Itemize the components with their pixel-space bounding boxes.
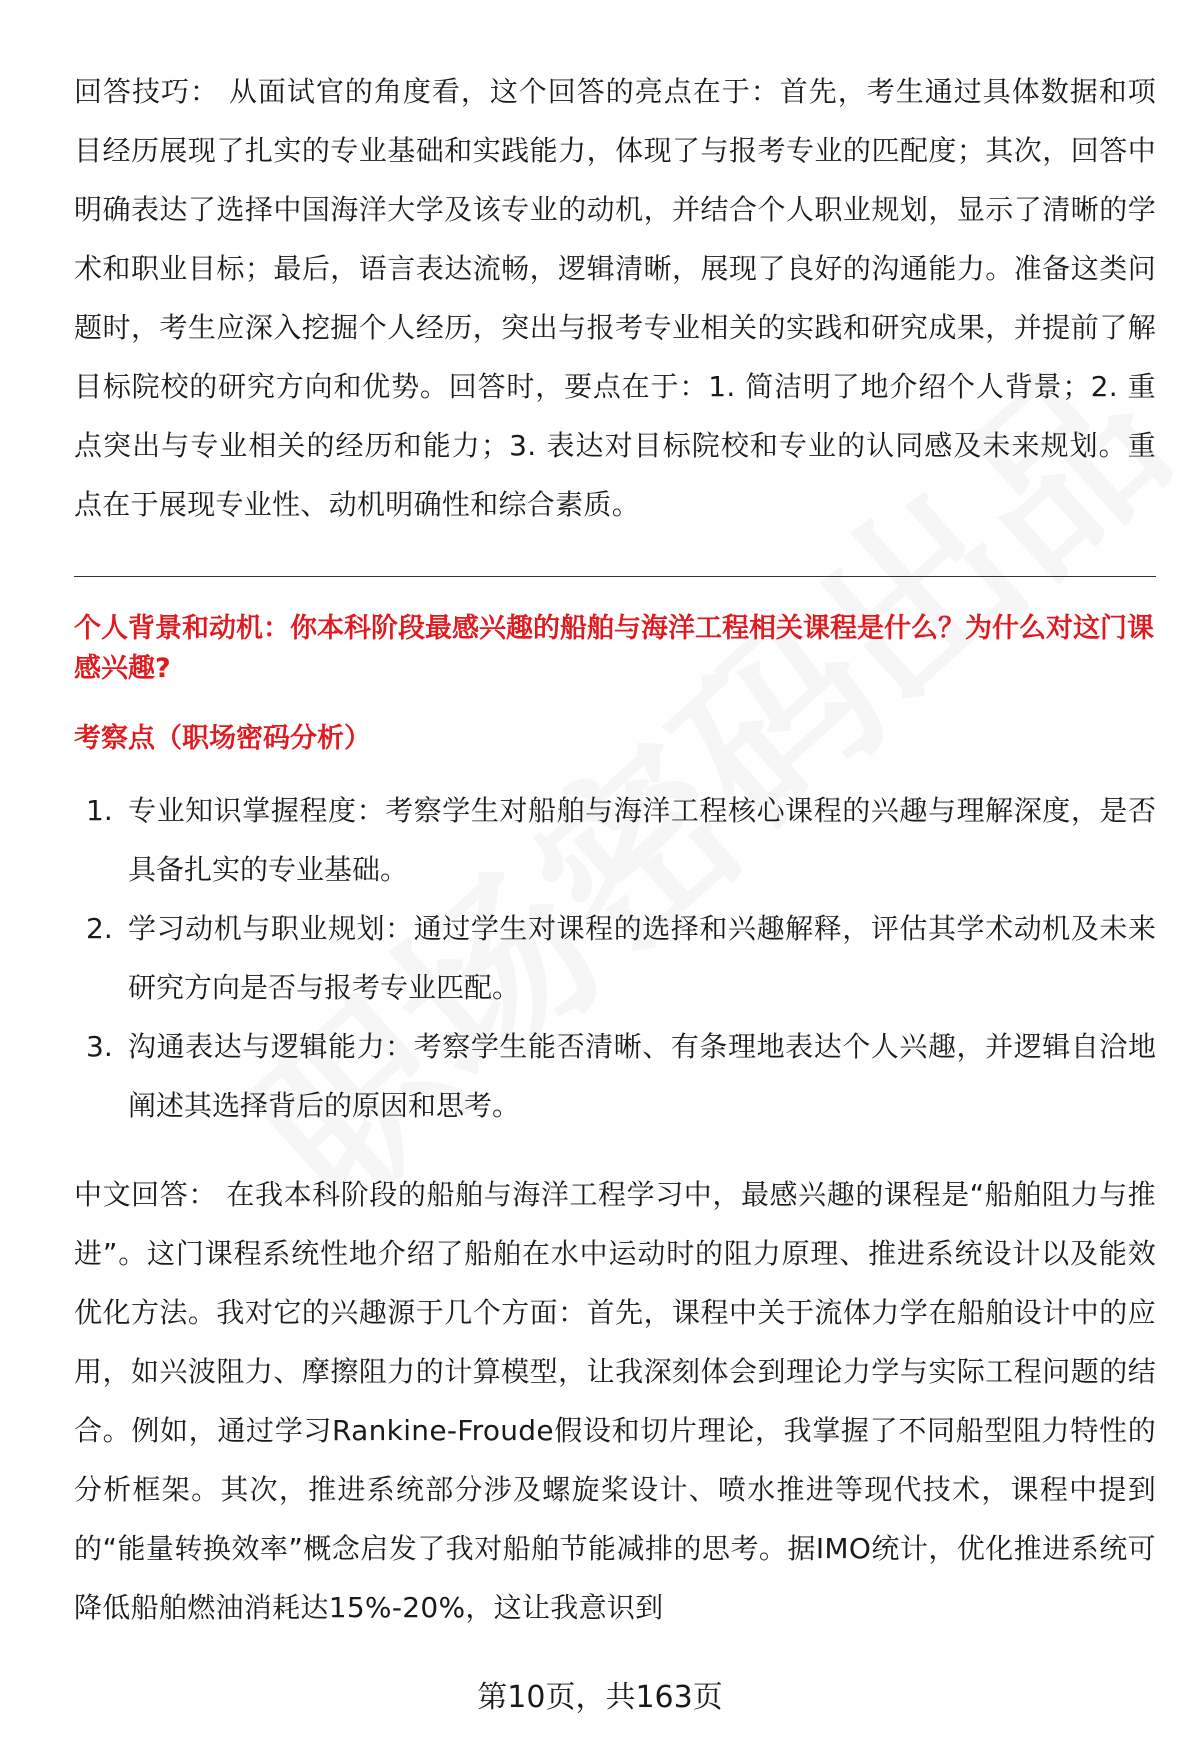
list-item-number: 1.	[86, 794, 113, 827]
list-item-text: 专业知识掌握程度：考察学生对船舶与海洋工程核心课程的兴趣与理解深度，是否具备扎实的专业基础。	[128, 794, 1156, 886]
chinese-answer-paragraph: 中文回答： 在我本科阶段的船舶与海洋工程学习中，最感兴趣的课程是“船舶阻力与推进”。这门课程系统性地介绍了船舶在水中运动时的阻力原理、推进系统设计以及能效优化方法。我对它的兴趣源于几个方面：首先，课程中关于流体力学在船舶设计中的应用，如兴波阻力、摩擦阻力的计算模型，让我深刻体会到理论力学与实际工程问题的结合。例如，通过学习Rankine-Froude假设和切片理论，我掌握了不同船型阻力特性的分析框架。其次，推进系统部分涉及螺旋桨设计、喷水推进等现代技术，课程中提到的“能量转换效率”概念启发了我对船舶节能减排的思考。据IMO统计，优化推进系统可降低船舶燃油消耗达15%-20%，这让我意识到	[74, 1178, 1156, 1624]
question-heading: 个人背景和动机：你本科阶段最感兴趣的船舶与海洋工程相关课程是什么？为什么对这门课感兴趣?	[74, 613, 1154, 684]
list-item-text: 学习动机与职业规划：通过学生对课程的选择和兴趣解释，评估其学术动机及未来研究方向是否与报考专业匹配。	[128, 912, 1156, 1004]
assessment-points-list	[74, 781, 1156, 1135]
list-item	[74, 781, 1156, 899]
section-divider	[74, 576, 1156, 577]
list-item-number: 3.	[86, 1030, 113, 1063]
list-item	[74, 899, 1156, 1017]
answer-tips-paragraph: 回答技巧： 从面试官的角度看，这个回答的亮点在于：首先，考生通过具体数据和项目经历展现了扎实的专业基础和实践能力，体现了与报考专业的匹配度；其次，回答中明确表达了选择中国海洋大学及该专业的动机，并结合个人职业规划，显示了清晰的学术和职业目标；最后，语言表达流畅，逻辑清晰，展现了良好的沟通能力。准备这类问题时，考生应深入挖掘个人经历，突出与报考专业相关的实践和研究成果，并提前了解目标院校的研究方向和优势。回答时，要点在于：1. 简洁明了地介绍个人背景；2. 重点突出与专业相关的经历和能力；3. 表达对目标院校和专业的认同感及未来规划。重点在于展现专业性、动机明确性和综合素质。	[74, 75, 1156, 521]
list-item-text: 沟通表达与逻辑能力：考察学生能否清晰、有条理地表达个人兴趣，并逻辑自洽地阐述其选择背后的原因和思考。	[128, 1030, 1156, 1122]
page-content	[74, 62, 1156, 1637]
assessment-points-heading: 考察点（职场密码分析）	[74, 723, 371, 754]
page-number-footer: 第10页，共163页	[477, 1680, 723, 1715]
list-item	[74, 1017, 1156, 1135]
list-item-number: 2.	[86, 912, 113, 945]
